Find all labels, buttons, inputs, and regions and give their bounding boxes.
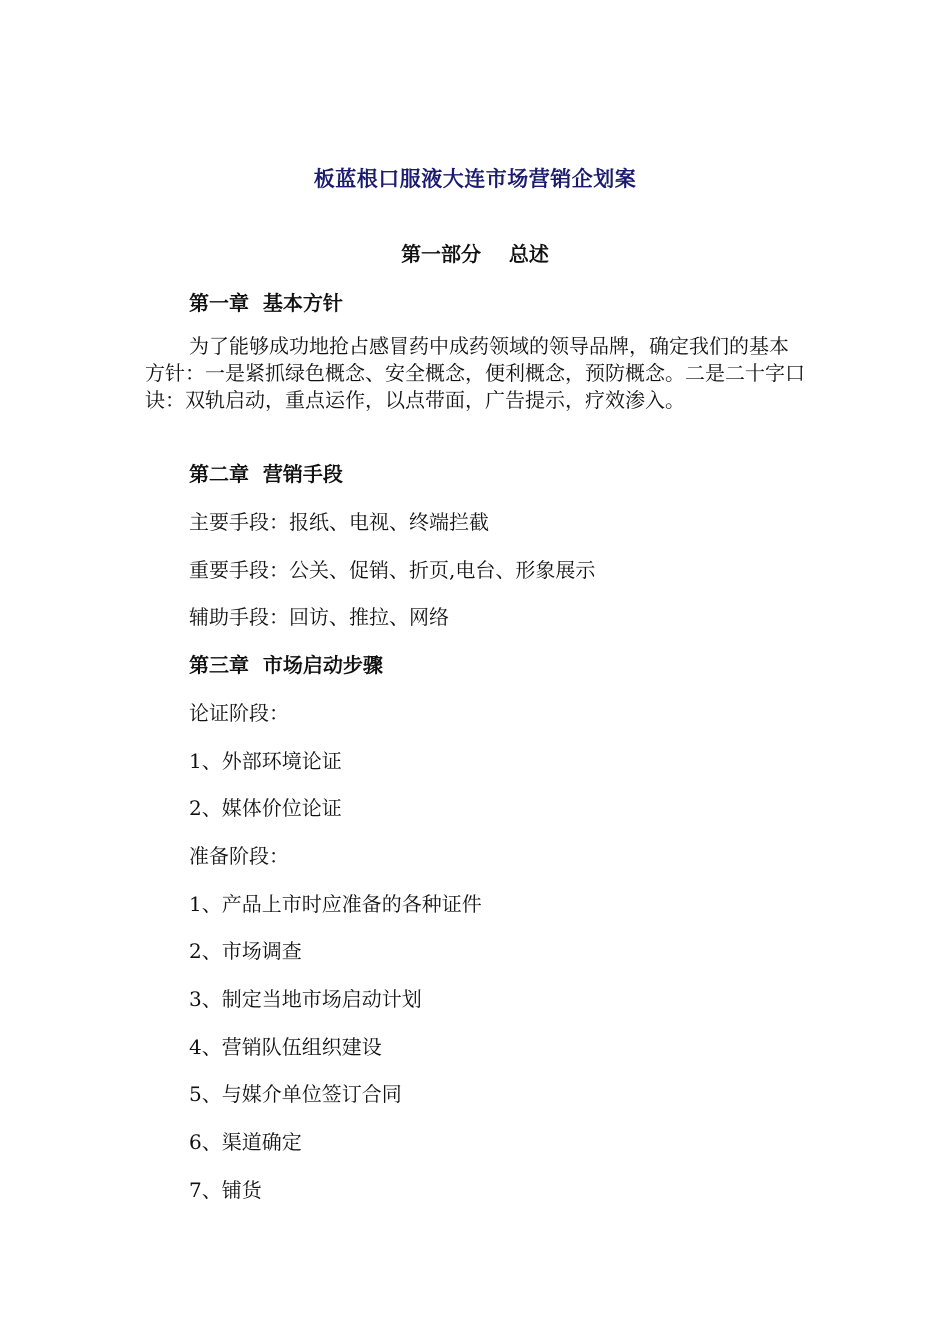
phase-item: 3、制定当地市场启动计划: [189, 987, 422, 1011]
phase-label: 准备阶段：: [189, 844, 289, 868]
phase-item: 1、外部环境论证: [189, 749, 342, 773]
chapter-1-heading: 第一章 基本方针: [189, 291, 343, 315]
phase-item: 2、市场调查: [189, 939, 302, 963]
document-title: 板蓝根口服液大连市场营销企划案: [313, 167, 637, 191]
phase-item: 2、媒体价位论证: [189, 796, 342, 820]
chapter-1-paragraph: [145, 333, 805, 414]
phase-item: 5、与媒介单位签订合同: [189, 1082, 402, 1106]
phase-item: 7、铺货: [189, 1178, 262, 1202]
phase-item: 4、营销队伍组织建设: [189, 1035, 382, 1059]
phase-label: 论证阶段：: [189, 701, 289, 725]
marketing-means-item: 辅助手段：回访、推拉、网络: [189, 605, 449, 629]
chapter-3-heading: 第三章 市场启动步骤: [189, 653, 383, 677]
chapter-2-heading: 第二章 营销手段: [189, 462, 343, 486]
chapter-1-paragraph-text: 为了能够成功地抢占感冒药中成药领域的领导品牌，确定我们的基本方针：一是紧抓绿色概念、安全概念，便利概念，预防概念。二是二十字口诀：双轨启动，重点运作，以点带面，广告提示，疗效渗入。: [145, 334, 805, 412]
phase-item: 6、渠道确定: [189, 1130, 302, 1154]
marketing-means-item: 重要手段：公关、促销、折页,电台、形象展示: [189, 558, 596, 582]
marketing-means-item: 主要手段：报纸、电视、终端拦截: [189, 510, 489, 534]
part-title: 第一部分 总述: [401, 242, 549, 266]
phase-item: 1、产品上市时应准备的各种证件: [189, 892, 482, 916]
